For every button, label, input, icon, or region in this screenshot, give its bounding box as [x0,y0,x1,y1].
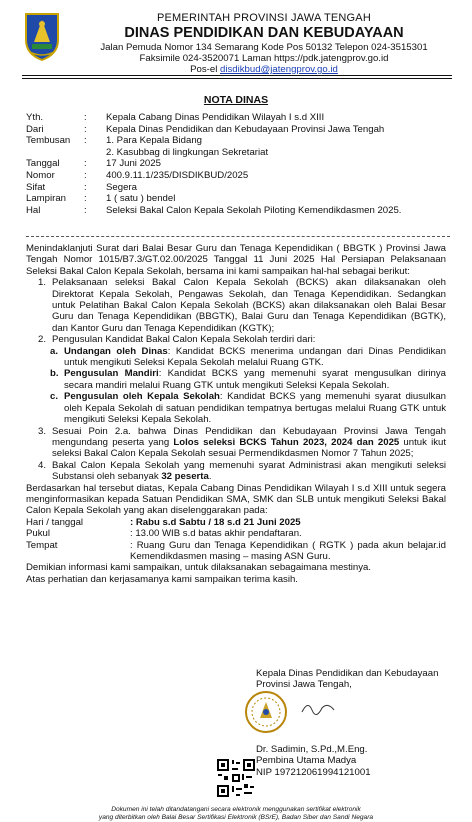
email-prefix: Pos-el [190,64,218,75]
schedule-place-value: : Ruang Guru dan Tenaga Kependidikan ( RGTK ) pada akun belajar.id Kemendikdasmen masing – masing ASN Guru. [130,539,446,562]
sub-item-a: a. Undangan oleh Dinas: Kandidat BCKS menerima undangan dari Dinas Pendidikan untuk mengikuti Seleksi Kepala Sekolah melalui Ruang GTK. [50,345,446,369]
tembusan-label: Tembusan [26,135,71,147]
closing-line-1: Demikian informasi kami sampaikan, untuk dilaksanakan sebagaimana mestinya. [26,562,372,574]
yth-value: Kepala Cabang Dinas Pendidikan Wilayah I s.d XIII [106,112,325,123]
sub-item-b: b. Pengusulan Mandiri: Kandidat BCKS yang memenuhi syarat mengusulkan dirinya secara mandiri melalui Ruang GTK untuk mengikuti Seleksi Kepala Sekolah. [50,368,447,391]
official-seal-icon [244,690,288,734]
list-item: 4. Bakal Calon Kepala Sekolah yang memenuhi syarat Administrasi akan mengikuti seleksi Substansi oleh sebanyak 32 peserta. [38,459,446,483]
followup-paragraph: Berdasarkan hal tersebut diatas, Kepala Cabang Dinas Pendidikan Wilayah I s.d XIII untuk segera menginformasikan kepada Satuan Pendidikan SMA, SMK dan SLB untuk mengikuti Seleksi Bakal Calon Kepala Sekolah yang akan diselenggarakan pada: [26,482,446,517]
lampiran-value: 1 ( satu ) bendel [106,193,176,205]
nomor-value: 400.9.11.1/235/DISDIKBUD/2025 [106,169,249,181]
nomor-label: Nomor [26,169,55,181]
letterhead-rule-thick [22,75,452,76]
signatory-nip: NIP 197212061994121001 [256,766,371,778]
yth-label: Yth. [26,112,44,123]
numbered-list [26,277,446,482]
signature-office-line-2: Provinsi Jawa Tengah, [256,679,352,691]
signatory-rank: Pembina Utama Madya [256,755,357,767]
fax-line: Faksimile 024-3520071 Laman https://pdk.jatengprov.go.id [139,53,389,64]
intro-paragraph: Menindaklanjuti Surat dari Balai Besar Guru dan Tenaga Kependidikan ( BBGTK ) Provinsi Jawa Tengah Nomor 1015/B7.3/GT.02.00/2025 Tanggal 11 Juni 2025 Hal Persiapan Pelaksanaan Seleksi Bakal Calon Kepala Sekolah, bersama ini kami sampaikan hal-hal sebagai berikut: [26,243,446,277]
sifat-label: Sifat [26,181,46,193]
memo-body [26,243,446,585]
dari-value: Kepala Dinas Pendidikan dan Kebudayaan Provinsi Jawa Tengah [106,123,385,135]
schedule-table [26,517,446,563]
tanggal-label: Tanggal [26,158,60,170]
hal-value: Seleksi Bakal Calon Kepala Sekolah Piloting Kemendikdasmen 2025. [106,204,402,216]
closing-line-2: Atas perhatian dan kerjasamanya kami sampaikan terima kasih. [26,573,298,585]
hal-label: Hal [26,204,41,216]
tembusan-value-1: 1. Para Kepala Bidang [106,135,203,147]
gov-line: PEMERINTAH PROVINSI JAWA TENGAH [156,12,371,24]
letterhead [60,12,468,75]
lampiran-label: Lampiran [26,193,66,205]
schedule-place-label: Tempat [26,539,58,551]
signature-office [256,668,456,691]
memo-header-fields: Yth. : Kepala Cabang Dinas Pendidikan Wilayah I s.d XIII Dari : Kepala Dinas Pendidikan dan Kebudayaan Provinsi Jawa Tengah Tembusan : 1. Para Kepala Bidang 2. Kasubbag di lingkungan Sekretariat Tanggal : 17 Juni 2025 Nomor : 400.9.11.1/235/DISDIKBUD/2025 Sifat : Segera Lampiran : 1 ( satu ) bendel Hal : Seleksi Bakal Calon Kepala Sekolah Piloting Kemendikdasmen 2025. [26,112,456,216]
schedule-time-value: : 13.00 WIB s.d batas akhir pendaftaran. [130,528,302,540]
schedule-day-value: : Rabu s.d Sabtu / 18 s.d 21 Juni 2025 [130,516,301,528]
signatory-block [256,744,371,778]
footer-line-2: yang diterbitkan oleh Balai Besar Sertifikasi Elektronik (BSrE), Badan Siber dan Sandi Negara [98,814,374,821]
letterhead-rule-thin [22,78,452,79]
schedule-day-label: Hari / tanggal [26,516,84,528]
list-item: 2. Pengusulan Kandidat Bakal Calon Kepala Sekolah terdiri dari: [38,334,316,346]
address-line: Jalan Pemuda Nomor 134 Semarang Kode Pos 50132 Telepon 024-3515301 [100,42,428,53]
email-line [60,64,468,75]
list-item: 1. Pelaksanaan seleksi Bakal Calon Kepala Sekolah (BCKS) akan dilaksanakan oleh Direktorat Kepala Sekolah, Pengawas Sekolah, dan Tenaga Kependidikan. Sedangkan untuk Pelatihan Bakal Calon Kepala Sekolah (BCKS) akan dilaksanakan oleh Balai Besar Guru dan Tenaga Kependidikan (BBGTK), Balai Guru dan Tenaga Kependidikan (BGTK), dan Kantor Guru dan Tenaga Kependidikan (KGTK); [38,277,446,334]
sub-list [38,346,446,426]
signature-office-line-1: Kepala Dinas Pendidikan dan Kebudayaan [256,668,439,679]
footer-line-1: Dokumen ini telah ditandatangani secara elektronik menggunakan sertifikat elektronik [111,806,361,813]
tanggal-value: 17 Juni 2025 [106,158,161,170]
signatory-name: Dr. Sadimin, S.Pd.,M.Eng. [256,744,368,755]
schedule-time-label: Pukul [26,528,50,540]
central-java-emblem-icon [22,10,62,62]
sifat-value: Segera [106,181,137,193]
tembusan-value-2: 2. Kasubbag di lingkungan Sekretariat [106,146,269,158]
signature-scribble-icon [300,698,336,718]
email-link[interactable]: disdikbud@jatengprov.go.id [220,64,338,75]
list-item: 3. Sesuai Poin 2.a. bahwa Dinas Pendidikan dan Kebudayaan Provinsi Jawa Tengah mengundang peserta yang Lolos seleksi BCKS Tahun 2023, 2024 dan 2025 untuk ikut seleksi Bakal Calon Kepala Sekolah sesuai Permendikdasmen Nomor 7 Tahun 2025; [38,425,447,460]
header-divider [26,236,450,237]
dari-label: Dari [26,123,44,135]
qr-code-icon [216,758,256,798]
sub-item-c: c. Pengusulan oleh Kepala Sekolah: Kandidat BCKS yang memenuhi syarat diusulkan oleh Kepala Sekolah di satuan pendidikan tempatnya bertugas melalui Ruang GTK untuk mengikuti Seleksi Kepala Sekolah. [50,391,446,426]
dept-line: DINAS PENDIDIKAN DAN KEBUDAYAAN [124,25,404,41]
document-title: NOTA DINAS [203,94,269,106]
